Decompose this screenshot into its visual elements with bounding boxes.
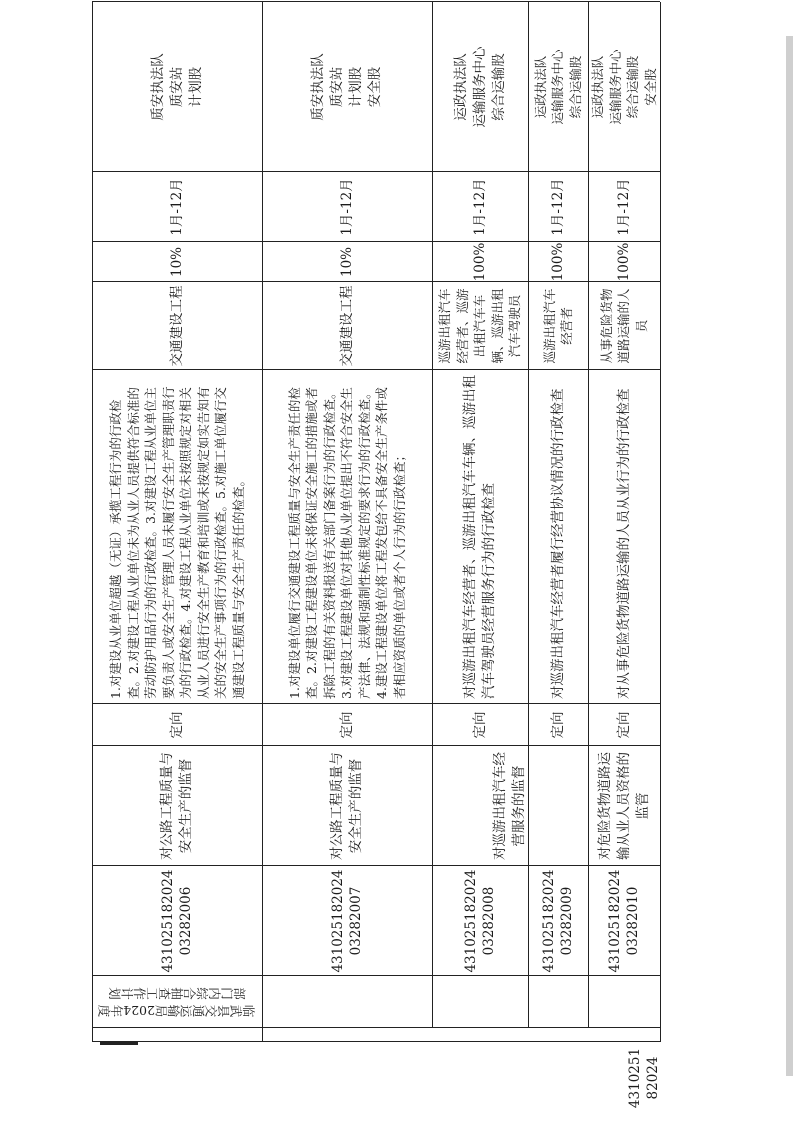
row4-method — [528, 704, 588, 746]
row1-period-text: 1月-12月 — [168, 178, 185, 236]
row3-object — [432, 282, 528, 370]
row2-ratio-text: 10% — [338, 247, 355, 278]
row2-period — [262, 172, 432, 242]
binding-mark — [100, 1042, 138, 1045]
row5-item — [588, 746, 660, 866]
row3-code — [432, 866, 528, 976]
row5-item-text: 对危险货物道路运输从业人员资格的监管 — [596, 752, 651, 860]
row5-ratio — [588, 242, 660, 282]
row4-unit — [528, 2, 588, 172]
row1-object — [92, 282, 262, 370]
row5-period — [588, 172, 660, 242]
row1-method-text: 定向 — [168, 711, 185, 739]
row2-object-text: 交通建设工程 — [338, 285, 355, 367]
row3-item-text: 对巡游出租汽车经营服务的监督 — [492, 752, 527, 860]
row1-content-text: 1.对建设从业单位超越（无证）承揽工程行为的行政检查。2.对建设工程从业单位未为从业人员提供符合标准的劳动防护用品行为的行政检查。3.对建设工程从业单位主要负责人或安全生产管理人员未履行安全生产管理职责行为的行政检查。4.对建设工程从业单位未按照规定对相关从业人员进行安全生产教育和培训或未按规定如实告知有关的安全生产事项行为的行政检查。5.对施工单位履行交通建设工程质量与安全生产责任的检查。 — [108, 386, 246, 699]
column-divider — [92, 1041, 660, 1042]
row4-period — [528, 172, 588, 242]
row5-method-text: 定向 — [615, 711, 632, 739]
row4-code-text: 43102518202403282009 — [541, 869, 575, 973]
row3-method-text: 定向 — [471, 711, 488, 739]
department-text: 临武县交通运输局2024年度部门内综合抽查工作计划 — [98, 986, 256, 1019]
row4-ratio-text: 100% — [549, 242, 566, 282]
row3-object-text: 巡游出租汽车经营者、巡游出租汽车车辆、巡游出租汽车驾驶员 — [437, 288, 523, 364]
row4-unit-text: 运政执法队 运输服务中心 综合运输股 — [532, 49, 583, 125]
row5-unit-text: 运政执法队 运输服务中心 综合运输股 安全股 — [590, 49, 658, 125]
row4-method-text: 定向 — [549, 711, 566, 739]
row3-code-text: 43102518202403282008 — [463, 869, 497, 973]
row5-code — [588, 866, 660, 976]
row1-item-text: 对公路工程质量与安全生产的监督 — [159, 752, 194, 860]
row2-method-text: 定向 — [338, 711, 355, 739]
row3-content — [432, 370, 528, 704]
row3-unit-text: 运政执法队 运输服务中心 综合运输股 — [452, 46, 507, 128]
department-cell — [92, 976, 262, 1028]
row2-content — [262, 370, 432, 704]
row2-item-text: 对公路工程质量与安全生产的监督 — [329, 752, 364, 860]
row5-unit — [588, 2, 660, 172]
document-number — [620, 1042, 668, 1114]
row5-code-text: 43102518202403282010 — [607, 869, 641, 973]
row1-content — [92, 370, 262, 704]
row2-unit-text: 质安执法队 质安站 计划股 安全股 — [310, 53, 383, 121]
row1-item — [92, 746, 262, 866]
row2-period-text: 1月-12月 — [338, 178, 355, 236]
row1-code-text: 43102518202403282006 — [160, 869, 194, 973]
row3-period-text: 1月-12月 — [471, 178, 488, 236]
row5-object-text: 从事危险货物道路运输的人员 — [598, 288, 649, 364]
row5-content — [588, 370, 660, 704]
row1-unit — [92, 2, 262, 172]
row3-unit — [432, 2, 528, 172]
row1-object-text: 交通建设工程 — [168, 285, 185, 367]
row2-code-text: 43102518202403282007 — [330, 869, 364, 973]
row5-object — [588, 282, 660, 370]
row2-method — [262, 704, 432, 746]
row3-ratio-text: 100% — [471, 242, 488, 282]
row4-code — [528, 866, 588, 976]
row1-unit-text: 质安执法队 质安站 计划股 — [149, 53, 204, 121]
row1-ratio — [92, 242, 262, 282]
row2-unit — [262, 2, 432, 172]
row1-method — [92, 704, 262, 746]
row3-method — [432, 704, 528, 746]
row4-object-text: 巡游出租汽车经营者 — [541, 288, 574, 364]
row3-item — [432, 746, 588, 866]
row1-ratio-text: 10% — [168, 247, 185, 278]
row2-code — [262, 866, 432, 976]
row1-period — [92, 172, 262, 242]
row4-object — [528, 282, 588, 370]
row5-ratio-text: 100% — [615, 242, 632, 282]
table-bottom-border — [660, 2, 661, 1042]
row5-method — [588, 704, 660, 746]
document-number-text: 431025182024 — [627, 1047, 661, 1109]
row3-ratio — [432, 242, 528, 282]
row2-object — [262, 282, 432, 370]
row5-period-text: 1月-12月 — [615, 178, 632, 236]
row1-code — [92, 866, 262, 976]
row3-period — [432, 172, 528, 242]
row2-content-text: 1.对建设单位履行交通建设工程质量与安全生产责任的检查。2.对建设工程建设单位未将保证安全施工的措施或者拆除工程的有关资料报送有关部门备案行为的行政检查。3.对建设工程建设单位对其他从业单位提出不符合安全生产法律、法规和强制性标准规定的要求行为的行政检查。4.建设工程建设单位将工程发包给不具备安全生产条件或者相应资质的单位或者个人行为的行政检查； — [286, 386, 407, 699]
row2-item — [262, 746, 432, 866]
row4-content — [528, 370, 588, 704]
row4-content-text: 对巡游出租汽车经营者履行经营协议情况的行政检查 — [549, 388, 566, 699]
scan-edge-shadow — [786, 36, 793, 1076]
row2-ratio — [262, 242, 432, 282]
row4-period-text: 1月-12月 — [549, 178, 566, 236]
row3-content-text: 对巡游出租汽车经营者、巡游出租汽车车辆、巡游出租汽车驾驶员经营服务行为的行政检查 — [462, 375, 497, 699]
row4-ratio — [528, 242, 588, 282]
row5-content-text: 对从事危险货物道路运输的人员从业行为的行政检查 — [615, 388, 632, 699]
